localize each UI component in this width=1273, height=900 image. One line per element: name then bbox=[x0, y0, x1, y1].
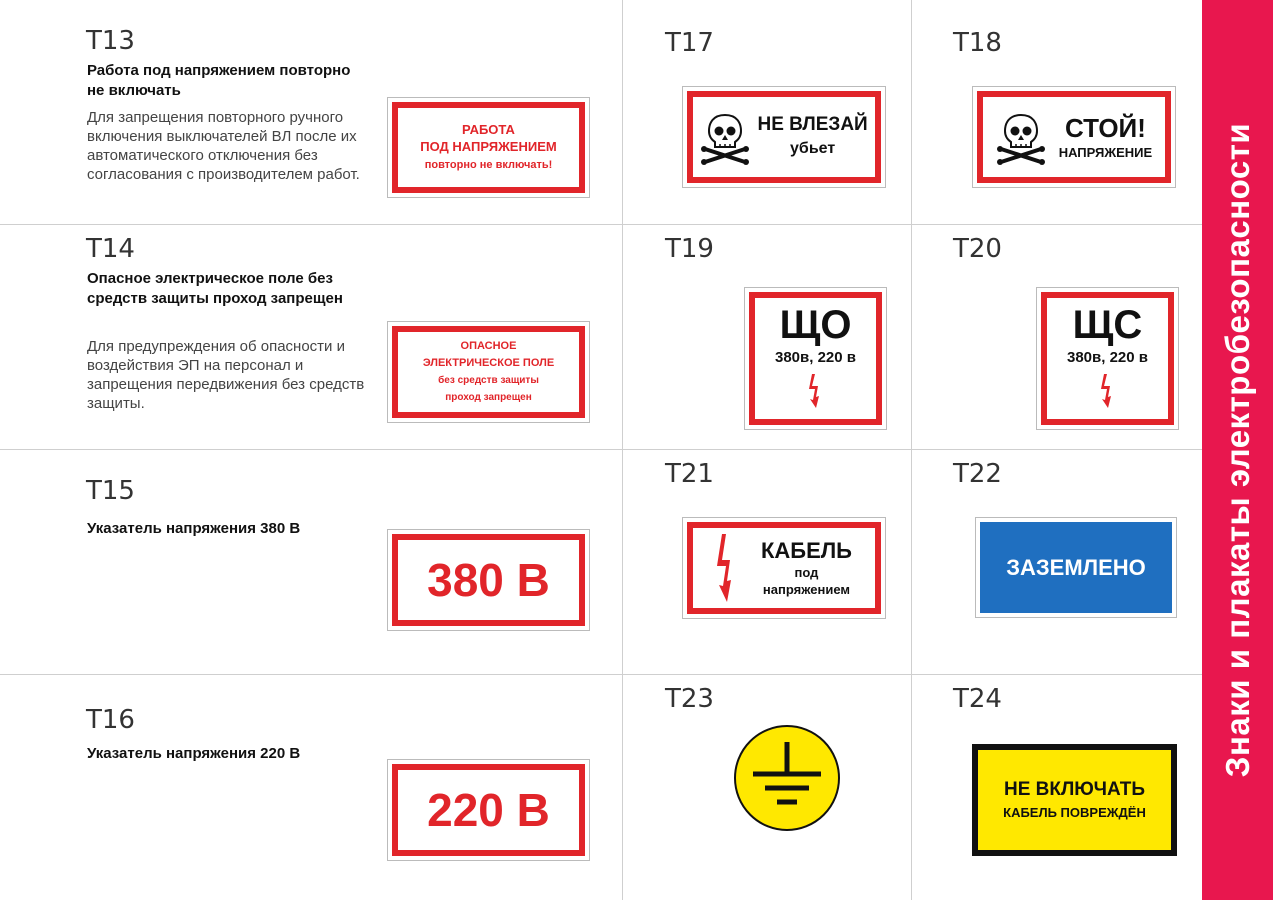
row-divider bbox=[0, 224, 1202, 225]
side-banner bbox=[1202, 0, 1273, 900]
sign-text: 380в, 220 в bbox=[775, 349, 856, 366]
sign-lighting-panel bbox=[744, 287, 887, 430]
sign-text: ЭЛЕКТРИЧЕСКОЕ ПОЛЕ bbox=[422, 357, 555, 369]
column-divider bbox=[911, 0, 912, 900]
item-description: Для запрещения повторного ручного включения выключателей ВЛ после их автоматического отключения без согласования с производителем работ. bbox=[87, 109, 360, 183]
item-code: Т18 bbox=[953, 28, 1002, 58]
item-title: Опасное электрическое поле без средств защиты проход запрещен bbox=[87, 270, 343, 307]
sign-cable-under-voltage bbox=[682, 517, 886, 619]
sign-text: без средств защиты bbox=[438, 375, 539, 386]
sign-stop-voltage bbox=[972, 86, 1176, 188]
skull-crossbones-icon bbox=[996, 109, 1046, 165]
item-code: Т23 bbox=[665, 684, 714, 714]
row-divider bbox=[0, 449, 1202, 450]
skull-crossbones-icon bbox=[700, 109, 750, 165]
sign-text: напряжением bbox=[762, 582, 851, 597]
sign-text: НЕ ВКЛЮЧАТЬ bbox=[1003, 779, 1146, 800]
ground-symbol-icon bbox=[733, 724, 841, 832]
item-code: Т16 bbox=[86, 705, 135, 735]
sign-text: 380 В bbox=[427, 554, 550, 606]
sign-380v bbox=[387, 529, 590, 631]
sign-work-under-voltage bbox=[387, 97, 590, 198]
item-code: Т13 bbox=[86, 26, 135, 56]
item-code: Т20 bbox=[953, 234, 1002, 264]
item-title: Указатель напряжения 380 В bbox=[87, 520, 301, 537]
item-title: Указатель напряжения 220 В bbox=[87, 745, 301, 762]
sign-text: КАБЕЛЬ bbox=[760, 538, 852, 563]
item-code: Т22 bbox=[953, 459, 1002, 489]
sign-text: РАБОТА bbox=[462, 121, 515, 137]
item-code: Т19 bbox=[665, 234, 714, 264]
item-code: Т24 bbox=[953, 684, 1002, 714]
lightning-bolt-icon bbox=[716, 534, 738, 602]
item-code: Т14 bbox=[86, 234, 135, 264]
sign-text: под bbox=[794, 565, 819, 580]
item-code: Т15 bbox=[86, 476, 135, 506]
sign-text: НАПРЯЖЕНИЕ bbox=[1058, 145, 1153, 160]
sign-text: повторно не включать! bbox=[424, 158, 553, 171]
sign-grounded bbox=[975, 517, 1177, 618]
sign-220v bbox=[387, 759, 590, 861]
sign-text: ПОД НАПРЯЖЕНИЕМ bbox=[420, 138, 557, 154]
sign-text: НЕ ВЛЕЗАЙ bbox=[757, 114, 868, 135]
sign-text: 220 В bbox=[427, 784, 550, 836]
item-description: Для предупреждения об опасности и воздействия ЭП на персонал и запрещения передвижения без средств защиты. bbox=[87, 338, 365, 412]
sign-text: убьет bbox=[790, 140, 836, 157]
sign-text: проход запрещен bbox=[445, 392, 532, 403]
sign-electric-field bbox=[387, 321, 590, 423]
sign-text: ЩО bbox=[779, 303, 852, 347]
lightning-bolt-icon bbox=[1100, 374, 1116, 408]
item-title: Работа под напряжением повторно не включать bbox=[87, 62, 351, 99]
item-code: Т21 bbox=[665, 459, 714, 489]
sign-power-panel bbox=[1036, 287, 1179, 430]
sign-text: 380в, 220 в bbox=[1067, 349, 1148, 366]
sign-text: СТОЙ! bbox=[1064, 113, 1146, 143]
sign-text: ЩС bbox=[1072, 303, 1143, 347]
sign-text: КАБЕЛЬ ПОВРЕЖДЁН bbox=[1003, 805, 1146, 820]
sign-do-not-climb bbox=[682, 86, 886, 188]
sign-text: ОПАСНОЕ bbox=[460, 340, 517, 352]
column-divider bbox=[622, 0, 623, 900]
item-code: Т17 bbox=[665, 28, 714, 58]
side-banner-title: Знаки и плакаты электробезопасности bbox=[1219, 122, 1256, 778]
sign-do-not-switch-on bbox=[972, 744, 1177, 856]
sign-text: ЗАЗЕМЛЕНО bbox=[1006, 554, 1146, 580]
lightning-bolt-icon bbox=[808, 374, 824, 408]
row-divider bbox=[0, 674, 1202, 675]
